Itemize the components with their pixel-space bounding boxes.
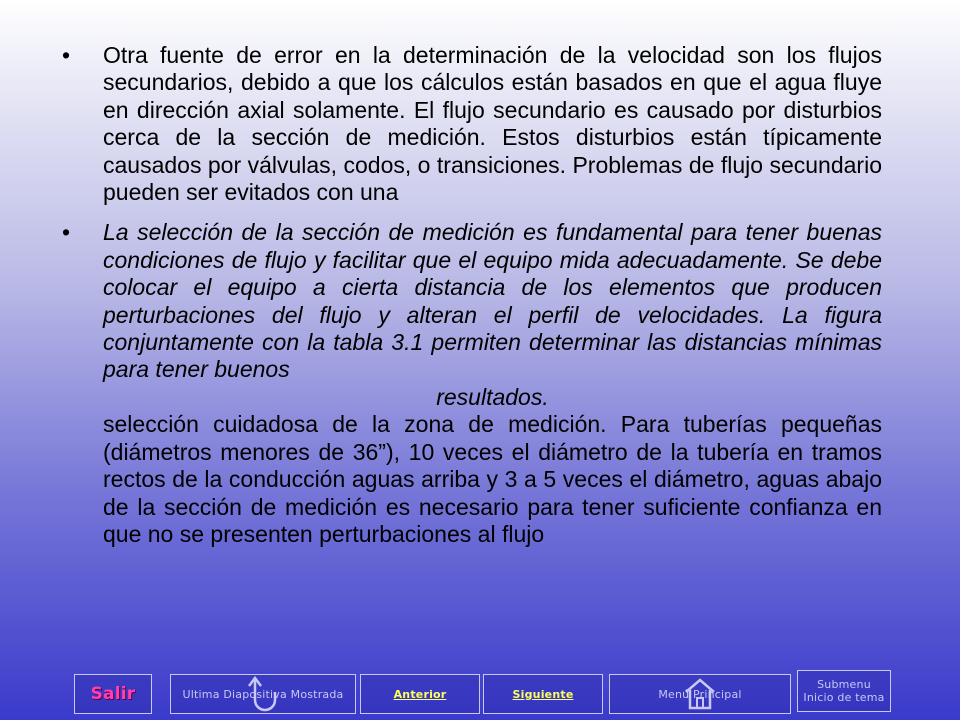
submenu-button[interactable] (797, 670, 891, 712)
next-label: Siguiente (512, 687, 574, 701)
paragraph-2-italic-end: resultados. (436, 383, 549, 410)
last-viewed-slide-label: Ultima Diapositiva Mostrada (182, 687, 344, 701)
topic-start-label: Inicio de tema (803, 691, 885, 704)
slide-content (62, 42, 882, 548)
next-button[interactable] (483, 674, 603, 714)
bullet-dot: • (62, 42, 71, 68)
bullet-dot: • (62, 219, 71, 246)
exit-label: Salir (90, 684, 136, 704)
previous-label: Anterior (393, 687, 447, 701)
submenu-label: Submenu (817, 678, 871, 691)
bullet-paragraph-1 (62, 42, 882, 206)
last-viewed-slide-button[interactable] (170, 674, 356, 714)
paragraph-2-italic-text: La selección de la sección de medición es fundamental para tener buenas condiciones de flujo y facilitar que el equipo mida adecuadamente. Se debe colocar el equipo a cierta distancia de los elementos que producen perturbaciones del flujo y alteran el perfil de velocidades. La figura conjuntamente con la tabla 3.1 permiten determinar las distancias mínimas para tener buenos (103, 219, 882, 383)
previous-button[interactable] (360, 674, 480, 714)
bullet-paragraph-2 (62, 219, 882, 548)
main-menu-button[interactable] (609, 674, 791, 714)
exit-button[interactable] (74, 674, 152, 714)
main-menu-label: Menú Principal (658, 687, 742, 701)
navigation-bar (0, 670, 960, 720)
paragraph-2-normal-text: selección cuidadosa de la zona de medición. Para tuberías pequeñas (diámetros menores de 36”), 10 veces el diámetro de la tubería en tramos rectos de la conducción aguas arriba y 3 a 5 veces el diámetro, aguas abajo de la sección de medición es necesario para tener suficiente confianza en que no se presenten perturbaciones al flujo (103, 411, 882, 547)
paragraph-1-text: Otra fuente de error en la determinación de la velocidad son los flujos secundarios, debido a que los cálculos están basados en que el agua fluye en dirección axial solamente. El flujo secundario es causado por disturbios cerca de la sección de medición. Estos disturbios están típicamente causados por válvulas, codos, o transiciones. Problemas de flujo secundario pueden ser evitados con una (103, 42, 882, 206)
